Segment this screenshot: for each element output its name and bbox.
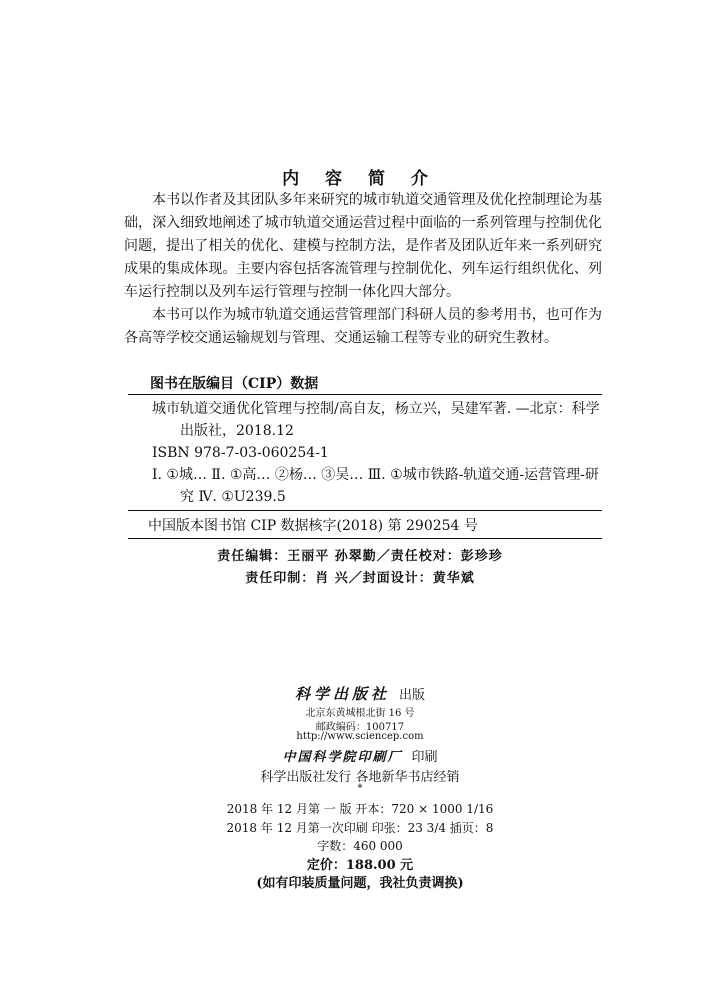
printing-info: 2018 年 12 月第一次印刷 印张：23 3/4 插页：8 — [226, 821, 494, 835]
cip-top-rule — [128, 394, 602, 395]
credits-production: 责任印制：肖 兴／封面设计：黄华斌 — [245, 571, 475, 586]
publisher-logo: 科学出版社 — [294, 685, 390, 703]
word-count: 字数：460 000 — [317, 839, 403, 853]
printer-logo: 中国科学院印刷厂 — [282, 750, 403, 765]
printed-label: 印刷 — [411, 750, 438, 765]
publisher-postcode: 邮政编码：100717 — [315, 722, 405, 733]
publisher-website: http://www.sciencep.com — [296, 731, 424, 742]
summary-text — [124, 189, 602, 350]
cip-classification: Ⅰ. ①城… Ⅱ. ①高… ②杨… ③吴… Ⅲ. ①城市铁路-轨道交通-运营管理-研究 Ⅳ. ①U239.5 — [152, 467, 599, 505]
summary-paragraph-2: 本书可以作为城市轨道交通运营管理部门科研人员的参考用书，也可作为各高等学校交通运输规划与管理、交通运输工程等专业的研究生教材。 — [124, 307, 602, 346]
cip-isbn: ISBN 978-7-03-060254-1 — [152, 445, 329, 461]
cip-heading: 图书在版编目（CIP）数据 — [150, 376, 319, 392]
cip-classification-block — [152, 464, 602, 508]
credits-editors: 责任编辑：王丽平 孙翠勤／责任校对：彭珍珍 — [217, 549, 503, 564]
summary-title: 内 容 简 介 — [282, 169, 438, 189]
cip-mid-rule — [128, 510, 602, 511]
publisher-address: 北京东黄城根北街 16 号 — [305, 708, 415, 719]
price: 定价：188.00 元 — [306, 858, 414, 873]
cip-number: 中国版本图书馆 CIP 数据核字(2018) 第 290254 号 — [148, 518, 478, 534]
cip-entry — [152, 398, 602, 464]
publisher-line — [0, 683, 720, 704]
separator-star: * — [357, 783, 363, 794]
published-label: 出版 — [399, 688, 426, 703]
edition-info: 2018 年 12 月第 一 版 开本：720 × 1000 1/16 — [226, 802, 494, 816]
cip-entry-line: 城市轨道交通优化管理与控制/高自友，杨立兴，吴建军著. —北京：科学出版社，2018.12 — [152, 401, 600, 439]
printer-line — [0, 746, 720, 765]
cip-bottom-rule — [128, 538, 602, 539]
distribution: 科学出版社发行 各地新华书店经销 — [260, 770, 460, 785]
summary-paragraph-1: 本书以作者及其团队多年来研究的城市轨道交通管理及优化控制理论为基础，深入细致地阐述了城市轨道交通运营过程中面临的一系列管理与控制优化问题，提出了相关的优化、建模与控制方法，是作者及团队近年来一系列研究成果的集成体现。主要内容包括客流管理与控制优化、列车运行组织优化、列车运行控制以及列车运行管理与控制一体化四大部分。 — [124, 192, 602, 300]
quality-note: (如有印装质量问题，我社负责调换) — [256, 876, 464, 891]
